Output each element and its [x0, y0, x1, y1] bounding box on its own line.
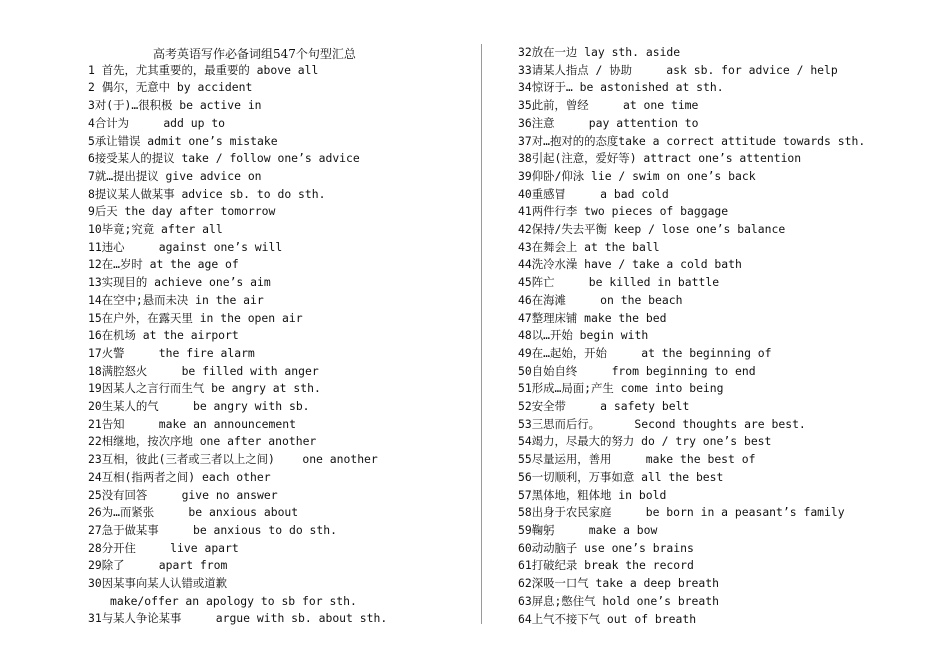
phrase-line: 58出身于农民家庭 be born in a peasant’s family [518, 505, 845, 520]
right-column [518, 44, 938, 628]
phrase-line: make/offer an apology to sb for sth. [110, 593, 357, 608]
phrase-line: 14在空中;悬而未决 in the air [88, 292, 264, 307]
phrase-line: 31与某人争论某事 argue with sb. about sth. [88, 611, 388, 626]
phrase-line: 40重感冒 a bad cold [518, 186, 669, 201]
phrase-line: 32放在一边 lay sth. aside [518, 45, 681, 59]
phrase-line: 30因某事向某人认错或道歉 [88, 576, 228, 591]
phrase-line: 59鞠躬 make a bow [518, 522, 658, 537]
phrase-line: 7就…提出提议 give advice on [88, 168, 262, 183]
phrase-line: 28分开住 live apart [88, 540, 239, 555]
phrase-line: 34惊讶于… be astonished at sth. [518, 80, 724, 95]
phrase-line: 47整理床铺 make the bed [518, 310, 667, 325]
phrase-line: 51形成…局面;产生 come into being [518, 381, 724, 396]
phrase-line: 62深吸一口气 take a deep breath [518, 576, 719, 591]
phrase-line: 9后天 the day after tomorrow [88, 204, 276, 219]
phrase-line: 27急于做某事 be anxious to do sth. [88, 522, 337, 537]
phrase-line: 10毕竟;究竟 after all [88, 222, 223, 237]
phrase-line: 44洗冷水澡 have / take a cold bath [518, 257, 742, 272]
phrase-line: 56一切顺利，万事如意 all the best [518, 469, 724, 484]
document-title: 高考英语写作必备词组547个句型汇总 [153, 47, 356, 61]
phrase-line: 13实现目的 achieve one’s aim [88, 275, 271, 290]
left-column [88, 44, 480, 628]
phrase-line: 25没有回答 give no answer [88, 487, 278, 502]
phrase-line: 45阵亡 be killed in battle [518, 275, 720, 290]
phrase-line: 5承让错误 admit one’s mistake [88, 133, 278, 148]
phrase-line: 64上气不接下气 out of breath [518, 611, 697, 626]
phrase-line: 55尽量运用，善用 make the best of [518, 452, 756, 467]
phrase-line: 2 偶尔，无意中 by accident [88, 80, 253, 95]
phrase-line: 23互相，彼此(三者或三者以上之间) one another [88, 452, 378, 467]
phrase-line: 49在…起始，开始 at the beginning of [518, 345, 772, 360]
phrase-line: 4合计为 add up to [88, 115, 226, 130]
phrase-line: 19因某人之言行而生气 be angry at sth. [88, 381, 321, 396]
phrase-line: 54竭力，尽最大的努力 do / try one’s best [518, 434, 772, 449]
phrase-list-right [518, 44, 938, 628]
phrase-line: 3对(于)…很积极 be active in [88, 98, 262, 113]
phrase-line: 12在…岁时 at the age of [88, 257, 239, 272]
phrase-line: 26为…而紧张 be anxious about [88, 505, 299, 520]
phrase-line: 53三思而后行。 Second thoughts are best. [518, 416, 806, 431]
phrase-line: 33请某人指点 / 协助 ask sb. for advice / help [518, 62, 838, 77]
phrase-line: 6接受某人的提议 take / follow one’s advice [88, 151, 360, 166]
phrase-line: 57黑体地，粗体地 in bold [518, 487, 667, 502]
phrase-line: 43在舞会上 at the ball [518, 239, 660, 254]
phrase-line: 37对…抱对的的态度take a correct attitude towards sth. [518, 133, 866, 148]
phrase-line: 22相继地，按次序地 one after another [88, 434, 317, 449]
phrase-line: 24互相(指两者之间) each other [88, 469, 271, 484]
phrase-line: 60动动脑子 use one’s brains [518, 540, 694, 555]
column-divider [481, 44, 482, 624]
phrase-line: 42保持/失去平衡 keep / lose one’s balance [518, 222, 786, 237]
phrase-list-left [88, 62, 480, 629]
phrase-line: 52安全带 a safety belt [518, 399, 690, 414]
phrase-line: 17火警 the fire alarm [88, 345, 255, 360]
phrase-line: 38引起(注意，爱好等) attract one’s attention [518, 151, 802, 166]
phrase-line: 16在机场 at the airport [88, 328, 239, 343]
phrase-line: 41两件行李 two pieces of baggage [518, 204, 729, 219]
phrase-line: 63屏息;憋住气 hold one’s breath [518, 593, 719, 608]
phrase-line: 48以…开始 begin with [518, 328, 649, 343]
phrase-line: 18满腔怒火 be filled with anger [88, 363, 319, 378]
phrase-line: 21告知 make an announcement [88, 416, 296, 431]
phrase-line: 8提议某人做某事 advice sb. to do sth. [88, 186, 326, 201]
phrase-line: 20生某人的气 be angry with sb. [88, 399, 310, 414]
phrase-line: 15在户外，在露天里 in the open air [88, 310, 303, 325]
phrase-line: 35此前，曾经 at one time [518, 98, 699, 113]
phrase-line: 50自始自终 from beginning to end [518, 363, 756, 378]
phrase-line: 36注意 pay attention to [518, 115, 699, 130]
phrase-line: 29除了 apart from [88, 558, 228, 573]
phrase-line: 39仰卧/仰泳 lie / swim on one’s back [518, 168, 756, 183]
phrase-line: 46在海滩 on the beach [518, 292, 683, 307]
phrase-line: 61打破纪录 break the record [518, 558, 694, 573]
phrase-line: 1 首先，尤其重要的，最重要的 above all [88, 62, 319, 77]
phrase-line: 11违心 against one’s will [88, 239, 283, 254]
